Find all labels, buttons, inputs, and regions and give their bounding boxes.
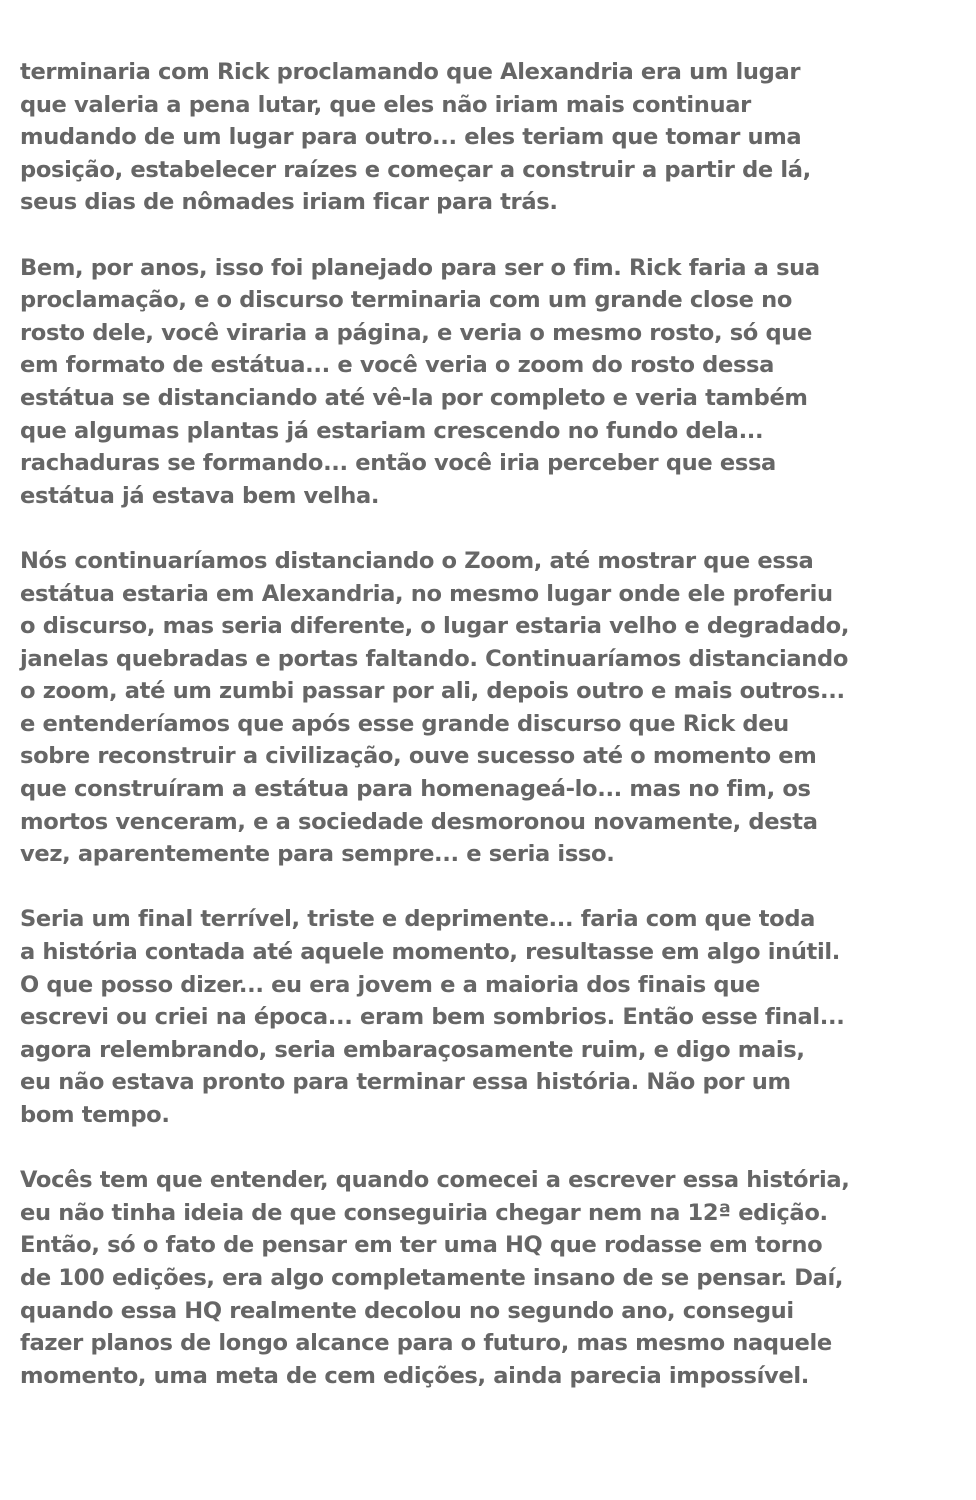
text-line: posição, estabelecer raízes e começar a construir a partir de lá,	[20, 156, 811, 183]
text-line: O que posso dizer... eu era jovem e a maioria dos finais que	[20, 971, 760, 998]
text-line: o discurso, mas seria diferente, o lugar estaria velho e degradado,	[20, 613, 850, 640]
document-body	[20, 56, 970, 1425]
paragraph-5	[20, 1164, 970, 1392]
text-line: Bem, por anos, isso foi planejado para ser o fim. Rick faria a sua	[20, 254, 820, 281]
text-line: que valeria a pena lutar, que eles não iriam mais continuar	[20, 91, 751, 118]
paragraph-3	[20, 545, 970, 871]
text-line: estátua estaria em Alexandria, no mesmo lugar onde ele proferiu	[20, 580, 833, 607]
text-line: fazer planos de longo alcance para o futuro, mas mesmo naquele	[20, 1330, 832, 1357]
text-line: eu não tinha ideia de que conseguiria chegar nem na 12ª edição.	[20, 1199, 828, 1226]
text-line: bom tempo.	[20, 1102, 170, 1128]
text-line: momento, uma meta de cem edições, ainda parecia impossível.	[20, 1362, 810, 1389]
text-line: Vocês tem que entender, quando comecei a escrever essa história,	[20, 1167, 850, 1194]
text-line: que algumas plantas já estariam crescendo no fundo dela...	[20, 417, 764, 444]
text-line: mortos venceram, e a sociedade desmoronou novamente, desta	[20, 808, 818, 835]
text-line: terminaria com Rick proclamando que Alexandria era um lugar	[20, 59, 801, 85]
text-line: seus dias de nômades iriam ficar para trás.	[20, 189, 558, 216]
text-line: quando essa HQ realmente decolou no segundo ano, consegui	[20, 1297, 794, 1324]
text-line: sobre reconstruir a civilização, ouve sucesso até o momento em	[20, 743, 817, 770]
text-line: agora relembrando, seria embaraçosamente ruim, e digo mais,	[20, 1036, 805, 1063]
text-line: proclamação, e o discurso terminaria com um grande close no	[20, 287, 792, 314]
text-line: escrevi ou criei na época... eram bem sombrios. Então esse final...	[20, 1004, 845, 1031]
text-line: Nós continuaríamos distanciando o Zoom, até mostrar que essa	[20, 547, 814, 574]
text-line: Seria um final terrível, triste e deprimente... faria com que toda	[20, 906, 816, 933]
text-line: e entenderíamos que após esse grande discurso que Rick deu	[20, 710, 789, 737]
text-line: eu não estava pronto para terminar essa história. Não por um	[20, 1069, 791, 1096]
text-line: o zoom, até um zumbi passar por ali, depois outro e mais outros...	[20, 678, 845, 705]
text-line: Então, só o fato de pensar em ter uma HQ que rodasse em torno	[20, 1232, 823, 1259]
paragraph-1	[20, 56, 970, 219]
text-line: estátua se distanciando até vê-la por completo e veria também	[20, 384, 808, 411]
text-line: que construíram a estátua para homenageá-lo... mas no fim, os	[20, 776, 811, 803]
text-line: a história contada até aquele momento, resultasse em algo inútil.	[20, 939, 841, 966]
paragraph-4	[20, 903, 970, 1131]
text-line: em formato de estátua... e você veria o zoom do rosto dessa	[20, 352, 775, 379]
text-line: mudando de um lugar para outro... eles teriam que tomar uma	[20, 124, 802, 151]
paragraph-2	[20, 252, 970, 513]
text-line: janelas quebradas e portas faltando. Continuaríamos distanciando	[20, 645, 848, 672]
text-line: estátua já estava bem velha.	[20, 482, 380, 509]
text-line: rosto dele, você viraria a página, e veria o mesmo rosto, só que	[20, 319, 813, 346]
text-line: vez, aparentemente para sempre... e seria isso.	[20, 841, 615, 868]
text-line: rachaduras se formando... então você iria perceber que essa	[20, 450, 776, 477]
text-line: de 100 edições, era algo completamente insano de se pensar. Daí,	[20, 1264, 844, 1291]
